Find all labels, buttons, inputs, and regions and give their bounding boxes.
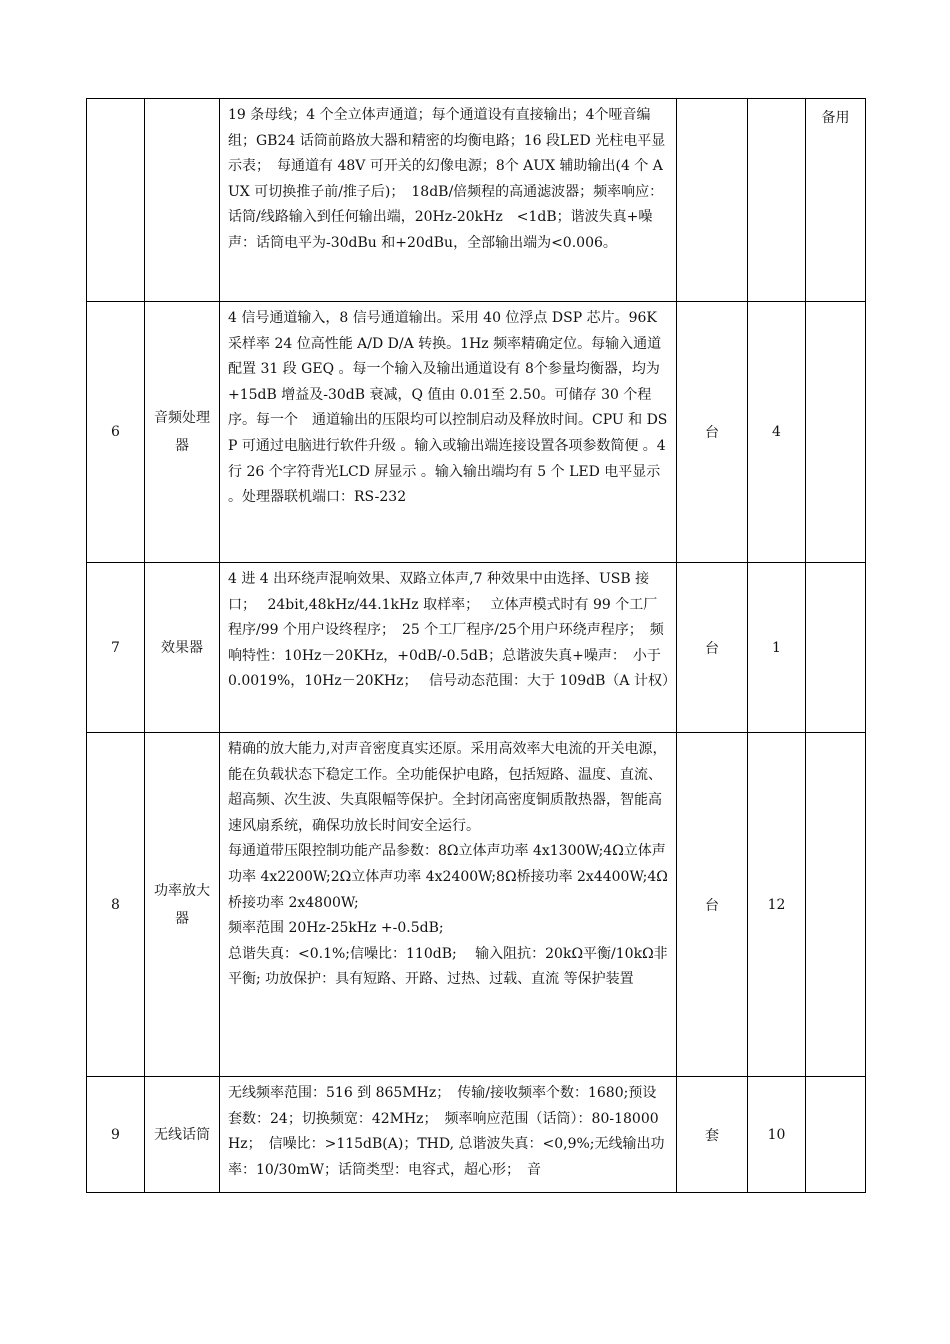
equipment-spec-table <box>86 98 866 1193</box>
row-number: 6 <box>87 302 145 563</box>
row-number: 8 <box>87 733 145 1077</box>
item-description <box>220 1077 677 1193</box>
item-description <box>220 733 677 1077</box>
item-note <box>806 733 866 1077</box>
item-note <box>806 1077 866 1193</box>
description-paragraph: 频率范围 20Hz-25kHz +-0.5dB; <box>228 920 444 937</box>
item-quantity: 12 <box>748 733 806 1077</box>
item-unit: 台 <box>677 733 748 1077</box>
item-note <box>806 302 866 563</box>
row-number <box>87 99 145 302</box>
table-row <box>87 733 866 1077</box>
description-paragraph: 4 信号通道输入，8 信号通道输出。采用 40 位浮点 DSP 芯片。96K 采样率 24 位高性能 A/D D/A 转换。1Hz 频率精确定位。每输入通道配置 31 段 GEQ 。每一个输入及输出通道设有 8个参量均衡器，均为+15dB 增益及-30dB 衰减，Q 值由 0.01至 2.50。可储存 30 个程序。每一个 通道输出的压限均可以控制启动及释放时间。CPU 和 DSP 可通过电脑进行软件升级 。输入或输出端连接设置各项参数简便 。4 行 26 个字符背光LCD 屏显示 。输入输出端均有 5 个 LED 电平显示 。处理器联机端口：RS-232 <box>228 310 668 506</box>
row-number: 9 <box>87 1077 145 1193</box>
description-paragraph: 无线频率范围：516 到 865MHz； 传输/接收频率个数：1680;预设套数：24；切换频宽：42MHz； 频率响应范围（话筒）：80-18000Hz； 信噪比：>115dB(A)；THD, 总谐波失真：<0,9%;无线输出功率：10/30mW；话筒类型：电容式，超心形； 音 <box>228 1085 665 1178</box>
item-quantity: 1 <box>748 563 806 733</box>
item-unit: 套 <box>677 1077 748 1193</box>
item-unit <box>677 99 748 302</box>
description-paragraph: 精确的放大能力,对声音密度真实还原。采用高效率大电流的开关电源，能在负载状态下稳定工作。全功能保护电路，包括短路、温度、直流、超高频、次生波、失真限幅等保护。全封闭高密度铜质散热器，智能高速风扇系统，确保功放长时间安全运行。 <box>228 741 667 834</box>
description-paragraph: 19 条母线；4 个全立体声通道；每个通道设有直接输出；4个哑音编组；GB24 话筒前路放大器和精密的均衡电路；16 段LED 光柱电平显示表； 每通道有 48V 可开关的幻像电源；8个 AUX 辅助输出(4 个 AUX 可切换推子前/推子后)； 18dB/倍频程的高通滤波器；频率响应：话筒/线路输入到任何输出端，20Hz-20kHz <1dB；谐波失真+噪声：话筒电平为-30dBu 和+20dBu，全部输出端为<0.006。 <box>228 107 666 251</box>
item-name <box>145 99 220 302</box>
item-unit: 台 <box>677 563 748 733</box>
row-number: 7 <box>87 563 145 733</box>
item-note <box>806 563 866 733</box>
description-paragraph: 总谐失真：<0.1%;信噪比：110dB; 输入阻抗：20kΩ平衡/10kΩ非平衡; 功放保护：具有短路、开路、过热、过载、直流 等保护装置 <box>228 945 668 988</box>
description-paragraph: 4 进 4 出环绕声混响效果、双路立体声,7 种效果中由选择、USB 接口； 24bit,48kHz/44.1kHz 取样率； 立体声模式时有 99 个工厂程序/99 个用户设终程序； 25 个工厂程序/25个用户环绕声程序； 频响特性：10Hz－20KHz，+0dB/-0.5dB；总谐波失真+噪声： 小于 0.0019%，10Hz－20KHz； 信号动态范围：大于 109dB（A 计权） <box>228 571 676 690</box>
item-quantity: 4 <box>748 302 806 563</box>
item-description <box>220 563 677 733</box>
item-name: 音频处理器 <box>145 302 220 563</box>
item-name: 效果器 <box>145 563 220 733</box>
table-row <box>87 99 866 302</box>
item-quantity: 10 <box>748 1077 806 1193</box>
item-description <box>220 302 677 563</box>
table-row <box>87 1077 866 1193</box>
description-paragraph: 每通道带压限控制功能产品参数：8Ω立体声功率 4x1300W;4Ω立体声功率 4x2200W;2Ω立体声功率 4x2400W;8Ω桥接功率 2x4400W;4Ω桥接功率 2x4800W; <box>228 843 668 911</box>
item-unit: 台 <box>677 302 748 563</box>
item-description <box>220 99 677 302</box>
item-quantity <box>748 99 806 302</box>
item-name: 功率放大器 <box>145 733 220 1077</box>
table-row <box>87 302 866 563</box>
item-name: 无线话筒 <box>145 1077 220 1193</box>
table-row <box>87 563 866 733</box>
item-note: 备用 <box>806 99 866 302</box>
